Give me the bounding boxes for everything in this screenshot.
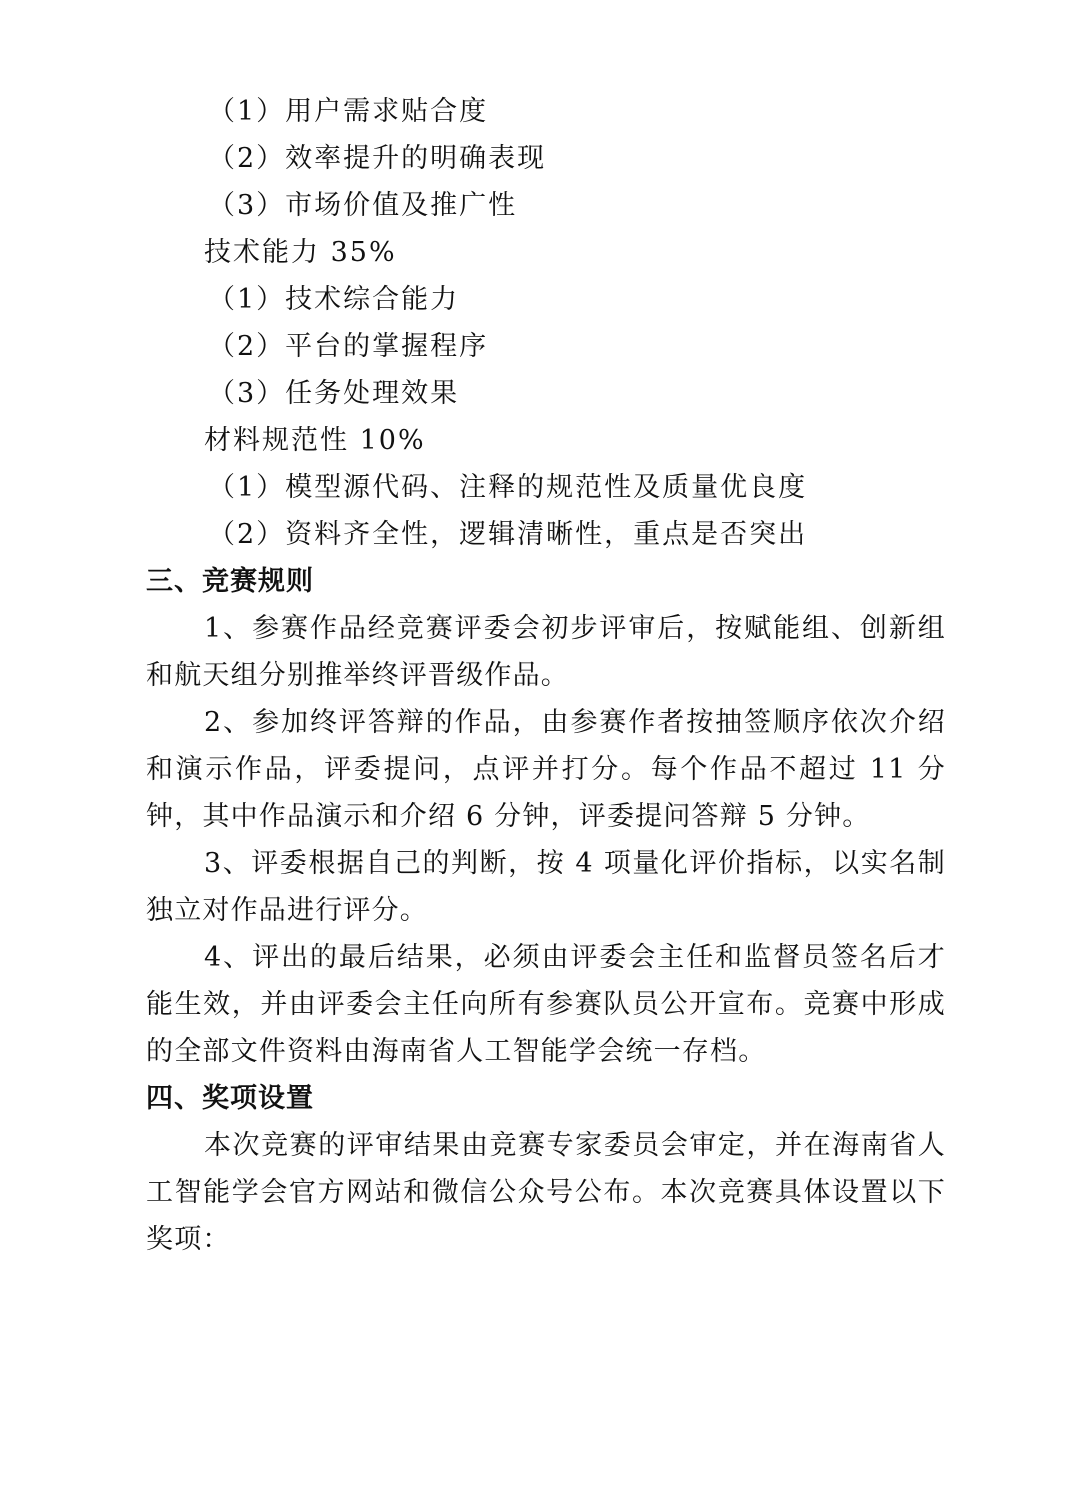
awards-paragraph: 本次竞赛的评审结果由竞赛专家委员会审定，并在海南省人工智能学会官方网站和微信公众号公布。本次竞赛具体设置以下奖项： xyxy=(146,1130,946,1255)
section-heading-rules: 三、竞赛规则 xyxy=(146,566,314,597)
criterion-heading-tech: 技术能力 35% xyxy=(204,237,397,268)
criterion-item: （2）平台的掌握程序 xyxy=(208,331,489,362)
rule-paragraph: 3、评委根据自己的判断，按 4 项量化评价指标，以实名制独立对作品进行评分。 xyxy=(146,848,946,926)
criterion-item: （1）模型源代码、注释的规范性及质量优良度 xyxy=(208,472,808,503)
criterion-item: （3）任务处理效果 xyxy=(208,378,460,409)
rule-paragraph: 4、评出的最后结果，必须由评委会主任和监督员签名后才能生效，并由评委会主任向所有参赛队员公开宣布。竞赛中形成的全部文件资料由海南省人工智能学会统一存档。 xyxy=(146,942,946,1067)
criterion-heading-material: 材料规范性 10% xyxy=(204,425,426,456)
criterion-item: （1）技术综合能力 xyxy=(208,284,460,315)
rule-paragraph: 1、参赛作品经竞赛评委会初步评审后，按赋能组、创新组和航天组分别推举终评晋级作品。 xyxy=(146,613,946,691)
rule-paragraph: 2、参加终评答辩的作品，由参赛作者按抽签顺序依次介绍和演示作品，评委提问，点评并打分。每个作品不超过 11 分钟，其中作品演示和介绍 6 分钟，评委提问答辩 5 分钟。 xyxy=(146,707,946,832)
page-content xyxy=(146,88,946,1263)
criterion-item: （3）市场价值及推广性 xyxy=(208,190,518,221)
criterion-item: （2）效率提升的明确表现 xyxy=(208,143,547,174)
section-heading-awards: 四、奖项设置 xyxy=(146,1083,314,1114)
criterion-item: （2）资料齐全性，逻辑清晰性，重点是否突出 xyxy=(208,519,808,550)
criterion-item: （1）用户需求贴合度 xyxy=(208,96,489,127)
